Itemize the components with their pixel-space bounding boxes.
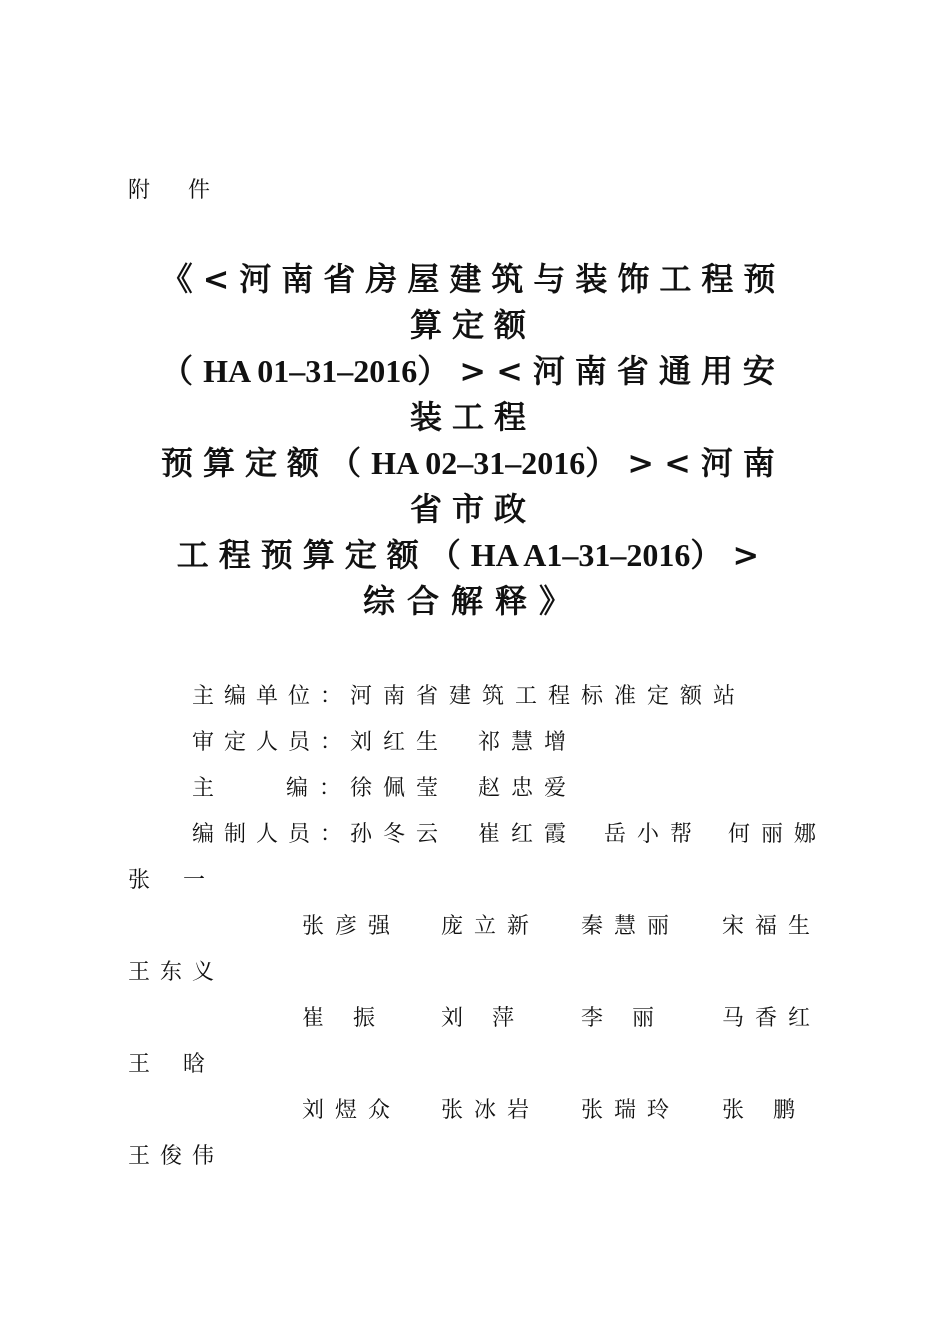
reviewers-label: 审定人员：	[192, 730, 353, 755]
staff-name: 庞立新	[441, 914, 541, 939]
staff-row-2-wrap	[128, 950, 818, 996]
chief-unit-label: 主编单位：	[192, 684, 353, 709]
staff-row-2	[128, 904, 822, 950]
staff-name: 刘 萍	[441, 1006, 525, 1031]
staff-name: 张 鹏	[722, 1098, 806, 1123]
chief-unit-row	[128, 674, 818, 720]
title-line-7	[128, 532, 818, 578]
title-line-3-rest: ）><河南省通用安	[417, 352, 785, 390]
chief-editors-row	[128, 766, 818, 812]
title-line-3-open: （	[161, 352, 204, 390]
title-line-5	[128, 440, 818, 486]
reviewer-name: 祁慧增	[478, 730, 578, 755]
staff-name: 宋福生	[722, 914, 822, 939]
staff-name: 岳小帮	[604, 822, 704, 847]
chief-editor-name: 赵忠爱	[478, 776, 578, 801]
staff-name: 张 一	[128, 868, 218, 893]
staff-label: 编制人员：	[192, 822, 353, 847]
reviewers-row	[128, 720, 818, 766]
staff-name: 马香红	[722, 1006, 822, 1031]
document-title	[128, 256, 818, 624]
staff-row-1-wrap	[128, 858, 818, 904]
title-line-7-rest: ）>	[690, 536, 770, 574]
staff-row-4	[128, 1088, 818, 1134]
staff-row-4-wrap	[128, 1134, 818, 1180]
title-line-3	[128, 348, 818, 394]
standard-code-haa1: HA A1–31–2016	[470, 537, 691, 573]
staff-name: 刘煜众	[302, 1098, 402, 1123]
title-line-1: 《<河南省房屋建筑与装饰工程预	[160, 260, 786, 298]
title-line-6: 省市政	[409, 490, 536, 528]
staff-name: 孙冬云	[350, 822, 450, 847]
staff-name: 王东义	[128, 960, 225, 985]
chief-unit-value: 河南省建筑工程标准定额站	[350, 684, 747, 709]
staff-name: 王俊伟	[128, 1144, 225, 1169]
staff-name: 崔 振	[302, 1006, 386, 1031]
staff-name: 崔红霞	[478, 822, 578, 847]
staff-name: 秦慧丽	[581, 914, 681, 939]
staff-name: 张彦强	[302, 914, 402, 939]
staff-row-1	[128, 812, 828, 858]
title-line-7-open: 工程预算定额（	[176, 536, 471, 574]
staff-row-3	[128, 996, 822, 1042]
chief-editors-label-a: 主	[192, 776, 225, 801]
staff-name: 何丽娜	[728, 822, 828, 847]
title-line-5-open: 预算定额（	[161, 444, 372, 482]
reviewer-name: 刘红生	[350, 730, 450, 755]
standard-code-ha02: HA 02–31–2016	[371, 445, 586, 481]
title-line-5-rest: ）><河南	[585, 444, 785, 482]
title-line-2: 算定额	[409, 306, 536, 344]
staff-name: 李 丽	[581, 1006, 665, 1031]
credits-section	[128, 674, 828, 1180]
staff-name: 张瑞玲	[581, 1098, 681, 1123]
chief-editors-label-b: 编：	[286, 776, 353, 801]
title-line-8: 综合解释》	[362, 582, 583, 620]
staff-row-3-wrap	[128, 1042, 818, 1088]
staff-name: 王 晗	[128, 1052, 218, 1077]
standard-code-ha01: HA 01–31–2016	[203, 353, 418, 389]
title-line-4: 装工程	[409, 398, 536, 436]
attachment-label: 附件	[128, 178, 249, 203]
staff-name: 张冰岩	[441, 1098, 541, 1123]
chief-editor-name: 徐佩莹	[350, 776, 450, 801]
